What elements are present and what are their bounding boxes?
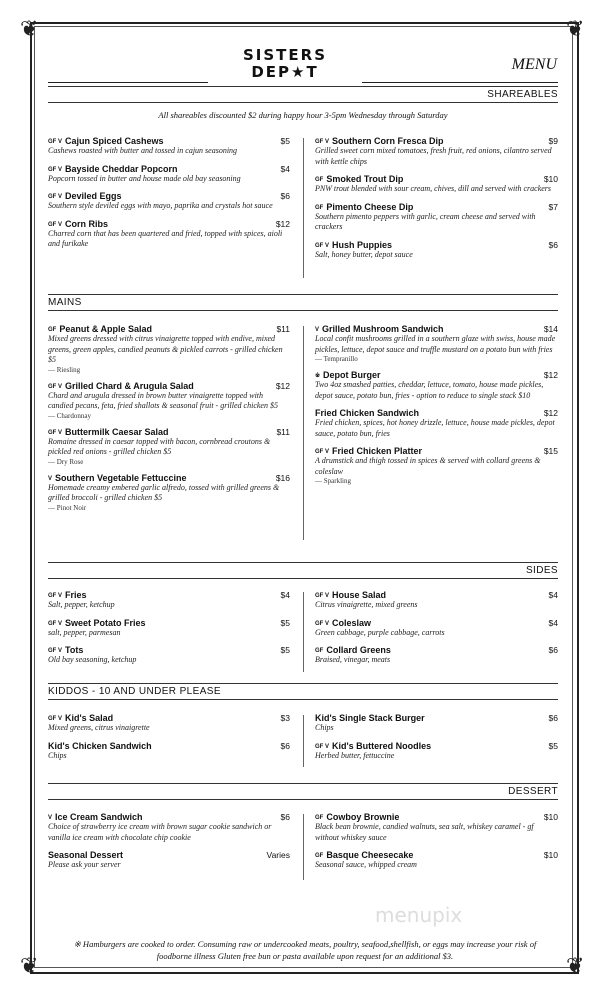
item-description: Romaine dressed in caesar topped with bacon, cornbread croutons & pickled red onions - grilled chicken $5 [48,436,271,456]
item-name [48,713,290,723]
dietary-tag: V [315,327,320,333]
mains-left [48,324,290,519]
item-price: $12 [543,408,558,418]
item-name [315,408,558,418]
item-price: $6 [548,239,558,250]
item-price: $5 [548,740,558,751]
item-description: A drumstick and thigh tossed in spices & served with collard greens & coleslaw [315,456,541,476]
item-name [315,590,558,600]
item-price: $10 [543,812,558,822]
dessert-left [48,812,290,878]
menu-item [48,219,290,250]
dietary-tag: GF V [48,429,63,436]
item-price: $4 [548,590,558,600]
item-title: Pimento Cheese Dip [326,201,414,212]
dietary-tag: GF V [48,139,63,145]
menu-item [48,618,290,639]
item-name [48,427,290,437]
menu-item [48,324,290,374]
column-divider [303,592,304,672]
menu-item [48,645,290,666]
dietary-tag: GF V [315,449,330,455]
item-title: Fried Chicken Platter [332,446,423,456]
item-title: House Salad [332,590,387,600]
item-description: Seasonal sauce, whipped cream [315,860,417,869]
item-name [48,136,290,146]
item-description: Southern pimento peppers with garlic, cream cheese and served with crackers [315,211,536,231]
kiddos-right [315,713,558,768]
dietary-tag: GF V [48,648,63,654]
item-price: $12 [543,370,558,380]
item-description: Homemade creamy embered garlic alfredo, tossed with grilled greens & grilled broccoli - grilled chicken $5 [48,482,280,502]
item-title: Cowboy Brownie [326,812,400,822]
section-header-sides: SIDES [48,562,558,579]
item-name [315,850,558,860]
item-name [315,324,558,334]
dietary-tag: GF [315,853,324,859]
item-title: Buttermilk Caesar Salad [65,426,169,437]
logo-line-2: DEP★T [251,63,319,81]
item-title: Collard Greens [326,645,391,655]
dietary-tag: GF V [315,139,330,145]
dietary-tag: GF [315,204,324,211]
item-price: $6 [280,740,290,751]
item-name [48,473,290,483]
corner-ornament-icon: ❦ [566,16,585,41]
item-description: Two 4oz smashed patties, cheddar, lettuce, tomato, house made pickles, depot sauce, potato bun, fries - option to reduce to single stack $10 [315,380,544,400]
dietary-tag: GF [315,177,324,183]
kiddos-left [48,713,290,768]
item-title: Hush Puppies [332,239,393,250]
section-header-kiddos: KIDDOS - 10 AND UNDER PLEASE [48,683,558,700]
menu-item [315,370,558,401]
item-description: Cashews roasted with butter and tossed in cajun seasoning [48,146,238,155]
corner-ornament-icon: ❦ [20,16,39,41]
watermark: menupix [375,903,463,927]
menu-item [315,240,558,261]
item-title: Kid's Chicken Sandwich [48,740,152,751]
item-description: Southern style deviled eggs with mayo, paprika and crystals hot sauce [48,201,273,210]
item-title: Smoked Trout Dip [326,174,404,184]
sides-left [48,590,290,673]
item-name [48,164,290,174]
item-description: Choice of strawberry ice cream with brown sugar cookie sandwich or vanilla ice cream with chocolate chip cookie [48,822,272,842]
item-description: Popcorn tossed in butter and house made old bay seasoning [48,173,241,183]
dietary-tag: GF V [315,242,330,249]
item-price: $3 [280,713,290,723]
item-name [48,812,290,822]
item-title: Southern Corn Fresca Dip [332,136,444,146]
footer-disclaimer: ※ Hamburgers are cooked to order. Consuming raw or undercooked meats, poultry, seafood,shellfish, or eggs may increase your risk of foodborne illness Gluten free bun or pasta available upon request for an additional $3. [73,939,537,961]
dietary-tag: GF V [48,593,63,599]
wine-pairing: — Tempranillo [315,355,358,363]
item-price: $7 [548,201,558,212]
item-price: $11 [276,426,290,437]
item-title: Bayside Cheddar Popcorn [65,163,178,174]
item-description: Mixed greens, citrus vinaigrette [48,723,150,732]
menu-item [48,427,290,466]
item-price: $6 [280,812,290,822]
item-name [48,381,290,391]
item-price: $4 [280,163,290,174]
item-price: $9 [548,136,558,146]
item-title: Kid's Buttered Noodles [332,740,432,751]
item-description: Chips [48,750,67,760]
item-description: Braised, vinegar, meats [315,655,391,664]
menu-item [315,645,558,666]
dietary-tag: GF V [48,194,63,200]
item-price: $6 [548,645,558,655]
menu-item [315,850,558,871]
item-description: Chard and arugula dressed in brown butter vinaigrette topped with candied pecans, feta, fried shallots & seasonal fruit - grilled chicken $5 [48,390,278,410]
item-description: Old bay seasoning, ketchup [48,655,137,664]
item-description: Salt, pepper, ketchup [48,600,115,609]
menu-item [315,136,558,167]
item-name [315,240,558,250]
wine-pairing: — Riesling [48,365,81,374]
item-title: Basque Cheesecake [326,850,414,860]
section-header-dessert: DESSERT [48,783,558,800]
menu-item [48,164,290,185]
item-description: Local confit mushrooms grilled in a southern glaze with swiss, house made pickles, lettuce, depot sauce and truffle mustard on a potato bun with fries [315,334,556,354]
item-price: $12 [275,218,290,229]
item-price: $4 [548,617,558,628]
item-price: $10 [543,850,558,860]
logo-rule [48,82,208,83]
wine-pairing: — Pinot Noir [48,503,87,512]
column-divider [303,138,304,278]
column-divider [303,715,304,767]
logo [210,47,360,81]
item-title: Southern Vegetable Fettuccine [55,472,187,483]
item-name [315,741,558,751]
item-title: Depot Burger [323,370,381,380]
item-title: Sweet Potato Fries [65,617,146,628]
item-title: Ice Cream Sandwich [55,812,143,822]
item-title: Fries [65,590,87,600]
item-price: $16 [275,472,290,483]
item-name [315,812,558,822]
menu-item [315,618,558,639]
menu-title: MENU [511,56,557,73]
item-title: Kid's Salad [65,713,114,723]
item-title: Kid's Single Stack Burger [315,713,425,723]
item-description: Please ask your server [48,860,121,869]
item-name [48,324,290,334]
item-title: Corn Ribs [65,218,109,229]
section-header-mains: MAINS [48,294,558,311]
item-description: Herbed butter, fettuccine [315,750,395,760]
item-name [48,191,290,201]
item-name [48,741,290,751]
wine-pairing: — Sparkling [315,477,351,485]
sides-right [315,590,558,673]
item-description: Black bean brownie, candied walnuts, sea salt, whiskey caramel - gf without whiskey sauce [315,822,534,842]
item-title: Deviled Eggs [65,191,122,201]
item-name [315,446,558,456]
dietary-tag: GF V [315,593,330,599]
item-name [48,645,290,655]
dietary-tag: GF [48,327,57,333]
column-divider [303,814,304,880]
item-name [315,202,558,212]
item-price: $6 [548,713,558,723]
dietary-tag: ※ [315,373,321,379]
item-price: $11 [276,324,290,334]
mains-right [315,324,558,492]
dietary-tag: GF V [48,221,63,228]
menu-item [48,381,290,420]
menu-item [48,473,290,512]
menu-item [315,446,558,485]
item-description: Citrus vinaigrette, mixed greens [315,600,418,609]
item-description: Grilled sweet corn mixed tomatoes, fresh fruit, red onions, cilantro served with kettle chips [315,146,552,166]
item-price: $5 [280,645,290,655]
item-name [315,174,558,184]
menu-item [48,136,290,157]
item-name [48,850,290,860]
item-description: salt, pepper, parmesan [48,627,121,637]
item-price: $10 [543,174,558,184]
logo-line-1: SISTERS [242,46,328,64]
column-divider [303,326,304,540]
menu-item [315,713,558,734]
item-name [48,219,290,229]
item-title: Grilled Chard & Arugula Salad [65,380,194,391]
item-price: $5 [280,617,290,628]
menu-item [315,174,558,195]
item-price: $14 [543,324,558,334]
item-title: Seasonal Dessert [48,850,124,860]
dessert-right [315,812,558,878]
dietary-tag: GF [315,815,324,821]
dietary-tag: GF V [315,743,330,750]
section-header-shareables: SHAREABLES [48,86,558,103]
dietary-tag: GF V [48,620,63,627]
item-name [315,713,558,723]
logo-rule [362,82,558,83]
happy-hour-note: All shareables discounted $2 during happy hour 3-5pm Wednesday through Saturday [158,110,448,120]
menu-item [48,590,290,611]
menu-item [315,324,558,363]
dietary-tag: V [48,815,53,821]
item-name [315,645,558,655]
corner-ornament-icon: ❦ [20,953,39,978]
menu-item [48,713,290,734]
item-title: Fried Chicken Sandwich [315,408,420,418]
menu-item [48,741,290,762]
menu-item [315,202,558,233]
wine-pairing: — Dry Rose [48,457,84,466]
item-description: Green cabbage, purple cabbage, carrots [315,627,445,637]
menu-item [48,191,290,212]
item-name [315,136,558,146]
item-title: Cajun Spiced Cashews [65,136,164,146]
item-title: Coleslaw [332,617,372,628]
dietary-tag: GF V [48,716,63,722]
corner-ornament-icon: ❦ [566,953,585,978]
item-description: PNW trout blended with sour cream, chives, dill and served with crackers [315,184,552,193]
item-price: $15 [543,446,558,456]
dietary-tag: V [48,475,53,482]
item-description: Fried chicken, spices, hot honey drizzle, lettuce, house made pickles, depot sauce, potato bun, fries [315,418,555,438]
item-description: Mixed greens dressed with citrus vinaigrette topped with endive, mixed greens, green apples, candied peanuts & pickled carrots - grilled chicken $5 [48,334,283,364]
dietary-tag: GF V [315,620,330,627]
item-name [315,370,558,380]
item-description: Salt, honey butter, depot sauce [315,249,413,259]
shareables-left [48,136,290,257]
menu-item [315,812,558,843]
item-description: Chips [315,723,334,732]
menu-item [315,408,558,439]
item-name [48,618,290,628]
item-price: $4 [280,590,290,600]
item-title: Peanut & Apple Salad [59,324,153,334]
item-name [48,590,290,600]
item-price: $5 [280,136,290,146]
wine-pairing: — Chardonnay [48,411,91,420]
item-price: Varies [266,850,290,860]
menu-item [48,812,290,843]
menu-item [315,741,558,762]
item-title: Tots [65,645,84,655]
dietary-tag: GF V [48,166,63,173]
item-description: Charred corn that has been quartered and fried, topped with spices, aioli and furikake [48,228,283,248]
item-title: Grilled Mushroom Sandwich [322,324,444,334]
menu-item [315,590,558,611]
menu-item [48,850,290,871]
dietary-tag: GF V [48,383,63,390]
dietary-tag: GF [315,648,324,654]
item-price: $6 [280,191,290,201]
item-name [315,618,558,628]
item-price: $12 [275,380,290,391]
shareables-right [315,136,558,267]
